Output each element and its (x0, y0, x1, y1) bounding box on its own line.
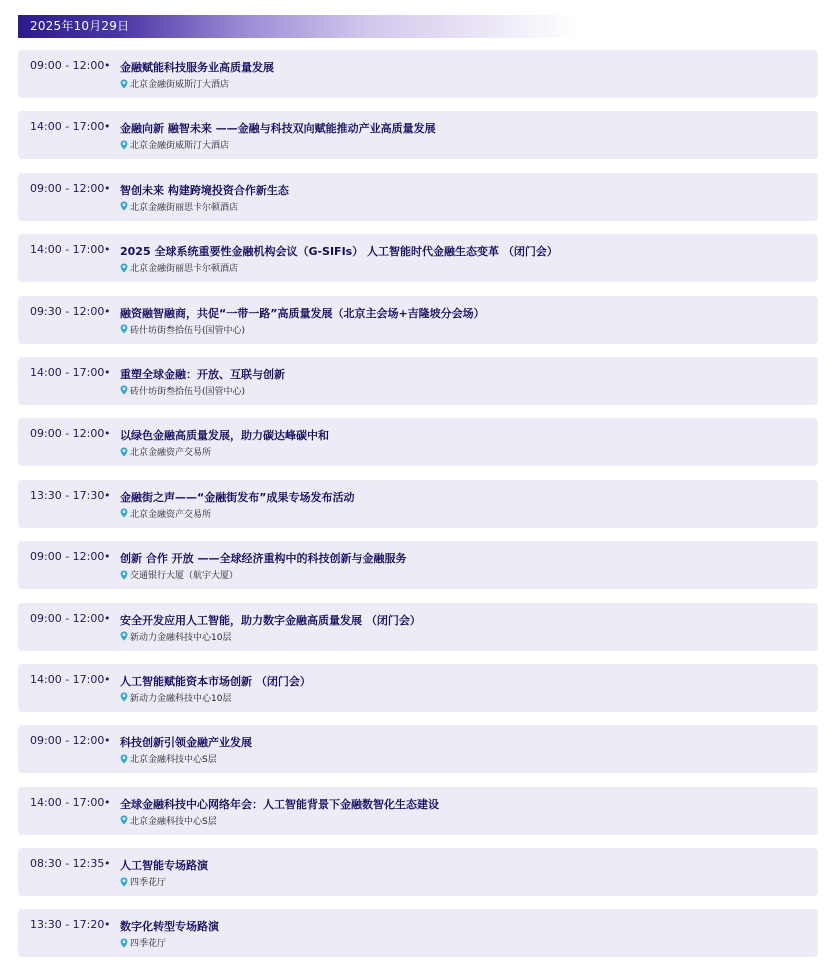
session-card[interactable] (18, 50, 818, 98)
session-time: 14:00 - 17:00 (30, 243, 105, 257)
session-time: 14:00 - 17:00 (30, 120, 105, 134)
session-title[interactable]: 以绿色金融高质量发展，助力碳达峰碳中和 (120, 429, 329, 443)
session-card[interactable] (18, 173, 818, 221)
bullet-icon: • (104, 120, 111, 134)
bullet-icon: • (104, 550, 111, 564)
session-venue-text: 交通银行大厦（航宇大厦） (130, 571, 239, 582)
session-title[interactable]: 融资融智融商，共促“一带一路”高质量发展（北京主会场+吉隆坡分会场） (120, 306, 485, 320)
location-pin-icon (120, 877, 128, 887)
session-venue-text: 北京金融资产交易所 (130, 448, 212, 459)
location-pin-icon (120, 447, 128, 457)
session-card[interactable] (18, 664, 818, 712)
session-card[interactable] (18, 787, 818, 835)
session-time: 09:00 - 12:00 (30, 427, 105, 441)
bullet-icon: • (104, 365, 111, 379)
session-card[interactable] (18, 418, 818, 466)
session-title[interactable]: 2025 全球系统重要性金融机构会议（G-SIFIs） 人工智能时代金融生态变革 （闭门会） (120, 245, 558, 259)
session-venue-text: 新动力金融科技中心10层 (130, 693, 232, 704)
location-pin-icon (120, 508, 128, 518)
bullet-icon: • (104, 59, 111, 72)
bullet-icon: • (104, 734, 111, 748)
session-card[interactable] (18, 111, 818, 159)
session-card[interactable] (18, 541, 818, 589)
location-pin-icon (120, 570, 128, 580)
bullet-icon: • (104, 918, 111, 932)
bullet-icon: • (104, 857, 111, 871)
location-pin-icon (120, 385, 128, 395)
session-time: 13:30 - 17:20 (30, 918, 105, 932)
bullet-icon: • (104, 488, 111, 502)
session-venue (120, 323, 245, 336)
session-time: 09:00 - 12:00 (30, 611, 105, 625)
session-venue-text: 新动力金融科技中心10层 (130, 632, 232, 643)
session-card[interactable] (18, 725, 818, 773)
session-title[interactable]: 智创未来 构建跨境投资合作新生态 (120, 183, 289, 197)
location-pin-icon (120, 79, 128, 89)
session-time: 09:00 - 12:00 (30, 550, 105, 564)
session-title[interactable]: 安全开发应用人工智能，助力数字金融高质量发展 （闭门会） (120, 613, 421, 627)
session-venue-text: 四季花厅 (130, 878, 167, 889)
session-card[interactable] (18, 296, 818, 344)
session-venue (120, 875, 166, 888)
session-title[interactable]: 金融街之声——“金融街发布”成果专场发布活动 (120, 490, 355, 504)
session-list (18, 50, 818, 971)
session-title[interactable]: 金融赋能科技服务业高质量发展 (120, 61, 274, 74)
session-title[interactable]: 人工智能专场路演 (120, 859, 208, 873)
session-venue (120, 200, 238, 213)
session-venue-text: 砖什坊街叁拾伍号(国管中心) (130, 325, 246, 336)
session-venue (120, 77, 229, 90)
session-title[interactable]: 数字化转型专场路演 (120, 920, 219, 934)
bullet-icon: • (104, 243, 111, 257)
session-time: 08:30 - 12:35 (30, 857, 105, 871)
session-venue-text: 北京金融街威斯汀大酒店 (130, 141, 230, 152)
date-header-label: 2025年10月29日 (30, 19, 130, 33)
session-venue (120, 814, 217, 827)
session-venue-text: 北京金融街丽思卡尔顿酒店 (130, 202, 239, 213)
location-pin-icon (120, 201, 128, 211)
bullet-icon: • (104, 795, 111, 809)
session-card[interactable] (18, 603, 818, 651)
session-venue (120, 507, 211, 520)
bullet-icon: • (104, 304, 111, 318)
bullet-icon: • (104, 672, 111, 686)
session-venue (120, 630, 231, 643)
session-time: 09:00 - 12:00 (30, 734, 105, 748)
session-venue-text: 北京金融资产交易所 (130, 509, 212, 520)
date-header (18, 15, 578, 38)
session-venue-text: 砖什坊街叁拾伍号(国管中心) (130, 386, 246, 397)
location-pin-icon (120, 263, 128, 273)
session-time: 14:00 - 17:00 (30, 795, 105, 809)
session-venue-text: 四季花厅 (130, 939, 167, 950)
session-time: 09:30 - 12:00 (30, 304, 105, 318)
session-venue-text: 北京金融街丽思卡尔顿酒店 (130, 264, 239, 275)
session-title[interactable]: 重塑全球金融：开放、互联与创新 (120, 367, 285, 381)
session-venue (120, 936, 166, 949)
bullet-icon: • (104, 611, 111, 625)
session-venue (120, 261, 238, 274)
session-card[interactable] (18, 480, 818, 528)
location-pin-icon (120, 692, 128, 702)
session-venue-text: 北京金融科技中心S层 (130, 755, 217, 766)
bullet-icon: • (104, 427, 111, 441)
session-venue-text: 北京金融街威斯汀大酒店 (130, 80, 230, 90)
location-pin-icon (120, 938, 128, 948)
location-pin-icon (120, 324, 128, 334)
location-pin-icon (120, 140, 128, 150)
session-venue (120, 691, 231, 704)
session-time: 09:00 - 12:00 (30, 59, 105, 72)
session-time: 13:30 - 17:30 (30, 488, 105, 502)
session-time: 09:00 - 12:00 (30, 181, 105, 195)
session-venue (120, 568, 238, 581)
session-card[interactable] (18, 234, 818, 282)
session-title[interactable]: 科技创新引领金融产业发展 (120, 736, 252, 750)
session-title[interactable]: 人工智能赋能资本市场创新 （闭门会） (120, 674, 311, 688)
location-pin-icon (120, 815, 128, 825)
bullet-icon: • (104, 181, 111, 195)
session-card[interactable] (18, 909, 818, 957)
session-venue (120, 138, 229, 151)
session-time: 14:00 - 17:00 (30, 365, 105, 379)
location-pin-icon (120, 631, 128, 641)
session-venue (120, 384, 245, 397)
location-pin-icon (120, 754, 128, 764)
session-card[interactable] (18, 357, 818, 405)
session-venue (120, 752, 217, 765)
session-title[interactable]: 金融向新 融智未来 ——金融与科技双向赋能推动产业高质量发展 (120, 122, 436, 136)
session-title[interactable]: 全球金融科技中心网络年会：人工智能背景下金融数智化生态建设 (120, 797, 439, 811)
session-title[interactable]: 创新 合作 开放 ——全球经济重构中的科技创新与金融服务 (120, 552, 407, 566)
session-card[interactable] (18, 848, 818, 896)
session-venue-text: 北京金融科技中心S层 (130, 816, 217, 827)
session-venue (120, 445, 211, 458)
session-time: 14:00 - 17:00 (30, 672, 105, 686)
